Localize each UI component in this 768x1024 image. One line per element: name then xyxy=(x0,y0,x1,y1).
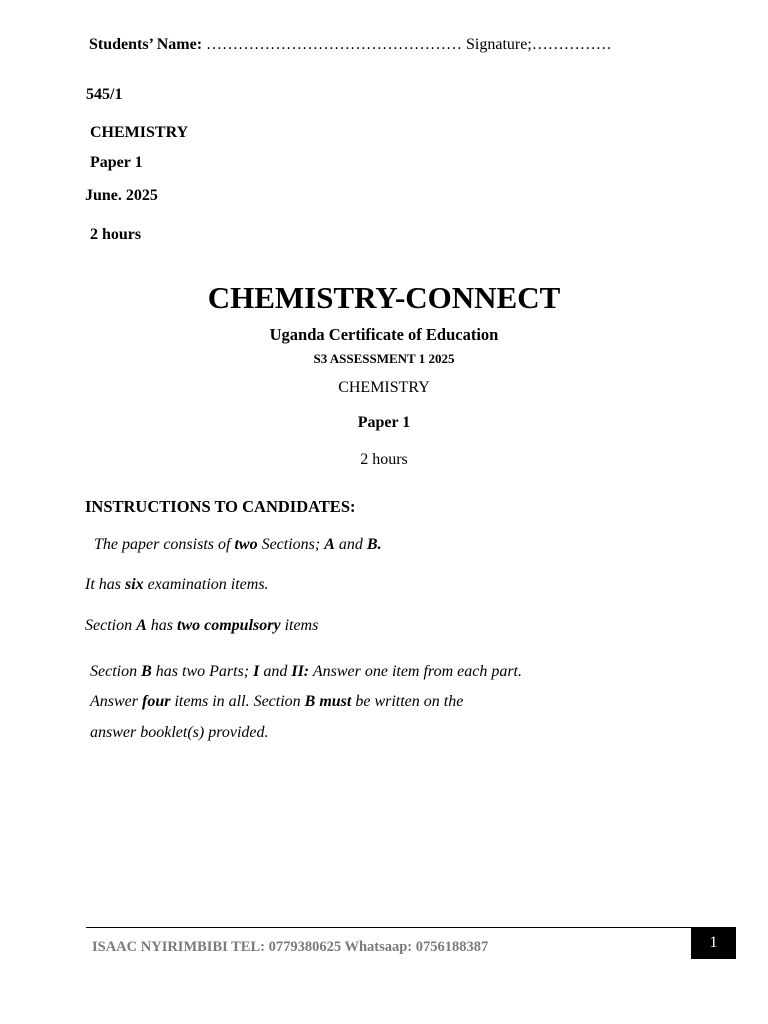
instruction-line-6: answer booklet(s) provided. xyxy=(90,724,269,741)
page-number-badge: 1 xyxy=(691,927,736,959)
instruction-line-5: Answer four items in all. Section B must be written on the xyxy=(90,693,464,710)
signature-label: Signature; xyxy=(466,36,532,53)
exam-date: June. 2025 xyxy=(85,187,158,204)
instruction-line-1: The paper consists of two Sections; A and B. xyxy=(94,536,382,553)
center-duration: 2 hours xyxy=(360,451,408,468)
instruction-line-4: Section B has two Parts; I and II: Answer one item from each part. xyxy=(90,663,522,680)
footer-divider xyxy=(86,927,736,928)
duration-label: 2 hours xyxy=(90,226,142,243)
page-title: CHEMISTRY-CONNECT xyxy=(207,280,561,315)
subject-label: CHEMISTRY xyxy=(90,124,189,141)
center-paper: Paper 1 xyxy=(357,414,411,431)
certificate-name: Uganda Certificate of Education xyxy=(269,325,499,344)
instructions-heading: INSTRUCTIONS TO CANDIDATES: xyxy=(85,497,356,516)
student-name-blank[interactable]: ………………………………………… xyxy=(202,36,467,53)
instruction-line-3: Section A has two compulsory items xyxy=(85,617,319,634)
student-name-signature-line xyxy=(89,36,612,54)
paper-label: Paper 1 xyxy=(90,154,143,171)
paper-code: 545/1 xyxy=(86,86,123,103)
center-subject: CHEMISTRY xyxy=(338,379,430,396)
signature-blank[interactable]: …………… xyxy=(531,36,612,53)
instruction-line-2: It has six examination items. xyxy=(85,576,269,593)
footer-contact: ISAAC NYIRIMBIBI TEL: 0779380625 Whatsaap: 0756188387 xyxy=(92,939,489,955)
assessment-name: S3 ASSESSMENT 1 2025 xyxy=(313,351,455,366)
student-name-label: Students’ Name: xyxy=(89,36,203,53)
